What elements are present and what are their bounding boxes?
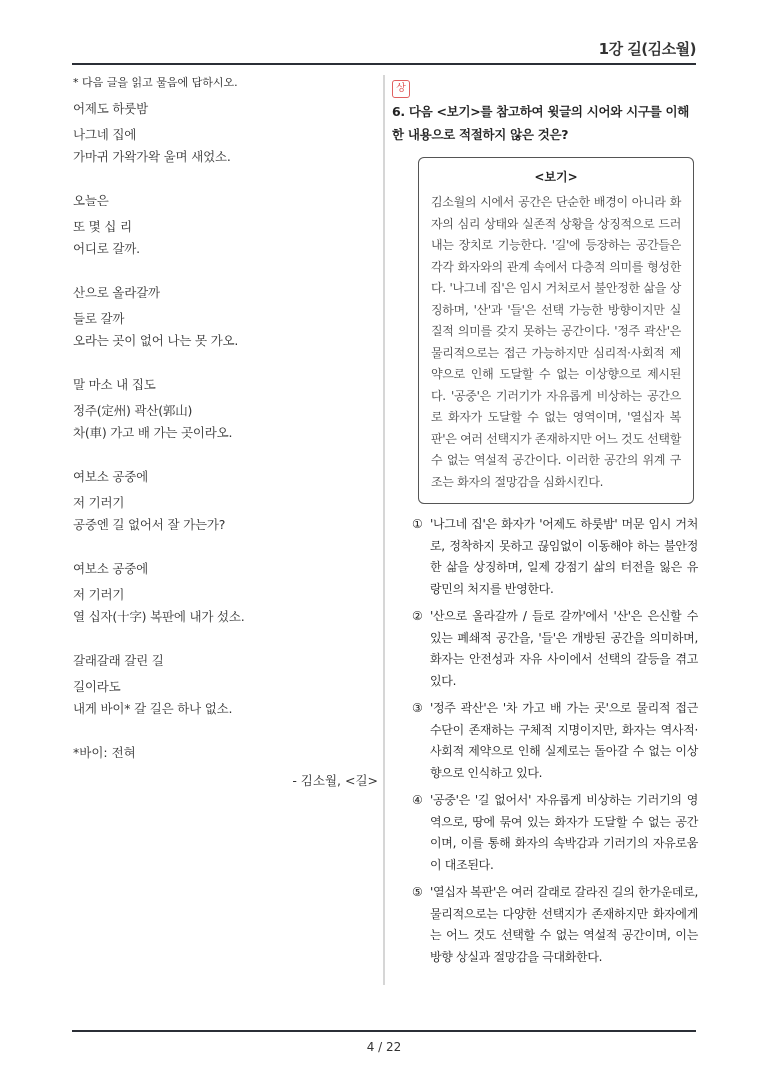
choice-number: ① bbox=[412, 517, 423, 531]
poem-line: 말 마소 내 집도 bbox=[73, 377, 156, 392]
choice-3[interactable] bbox=[412, 698, 698, 784]
choice-5[interactable] bbox=[412, 882, 698, 968]
poem-line: 차(車) 가고 배 가는 곳이라오. bbox=[73, 425, 233, 440]
answer-choices bbox=[412, 514, 698, 968]
footer-rule bbox=[72, 1030, 696, 1032]
stanza-gap bbox=[73, 536, 378, 558]
difficulty-badge: 상 bbox=[392, 80, 410, 98]
stanza-gap bbox=[73, 352, 378, 374]
choice-4[interactable] bbox=[412, 790, 698, 876]
instruction: * 다음 글을 읽고 물음에 답하시오. bbox=[73, 76, 238, 89]
poem bbox=[73, 98, 378, 720]
choice-number: ③ bbox=[412, 701, 423, 715]
choice-number: ④ bbox=[412, 793, 423, 807]
poem-line: 공중엔 길 없어서 잘 가는가? bbox=[73, 517, 226, 532]
column-divider bbox=[383, 75, 385, 985]
choice-text: '산으로 올라갈까 / 들로 갈까'에서 '산'은 은신할 수 있는 폐쇄적 공간을, '들'은 개방된 공간을 의미하며, 화자는 안전성과 자유 사이에서 선택의 갈등을 겪고 있다. bbox=[430, 609, 698, 688]
poem-line: 가마귀 가왁가왁 울며 새었소. bbox=[73, 149, 231, 164]
poem-line: 산으로 올라갈까 bbox=[73, 285, 160, 300]
poem-line: 저 기러기 bbox=[73, 495, 125, 510]
question-stem: 6. 다음 <보기>를 참고하여 윗글의 시어와 시구를 이해한 내용으로 적절하지 않은 것은? bbox=[392, 104, 690, 142]
attribution: - 김소월, <길> bbox=[292, 773, 378, 788]
choice-text: '나그네 집'은 화자가 '어제도 하룻밤' 머문 임시 거처로, 정착하지 못하고 끊임없이 이동해야 하는 불안정한 삶을 상징하며, 일제 강점기 삶의 터전을 잃은 유랑민의 처지를 반영한다. bbox=[430, 517, 698, 596]
poem-line: 저 기러기 bbox=[73, 587, 125, 602]
bogi-title: <보기> bbox=[534, 170, 578, 184]
stanza-gap bbox=[73, 628, 378, 650]
footnote: *바이: 전혀 bbox=[73, 745, 136, 760]
poem-line: 어디로 갈까. bbox=[73, 241, 140, 256]
poem-line: 어제도 하룻밤 bbox=[73, 101, 149, 116]
page-number: 4 / 22 bbox=[366, 1040, 402, 1054]
stanza-gap bbox=[73, 168, 378, 190]
poem-line: 여보소 공중에 bbox=[73, 469, 149, 484]
bogi-box bbox=[418, 157, 694, 504]
poem-line: 또 몇 십 리 bbox=[73, 219, 132, 234]
choice-text: '정주 곽산'은 '차 가고 배 가는 곳'으로 물리적 접근 수단이 존재하는 구체적 지명이지만, 화자는 역사적·사회적 제약으로 인해 실제로는 돌아갈 수 없는 이상향으로 인식하고 있다. bbox=[430, 701, 698, 780]
poem-line: 갈래갈래 갈린 길 bbox=[73, 653, 164, 668]
question-column bbox=[392, 76, 698, 974]
poem-line: 나그네 집에 bbox=[73, 127, 137, 142]
poem-column bbox=[73, 74, 378, 792]
poem-line: 길이라도 bbox=[73, 679, 121, 694]
stanza-gap bbox=[73, 444, 378, 466]
stanza-gap bbox=[73, 260, 378, 282]
choice-number: ② bbox=[412, 609, 423, 623]
poem-line: 정주(定州) 곽산(郭山) bbox=[73, 403, 193, 418]
poem-line: 오라는 곳이 없어 나는 못 가오. bbox=[73, 333, 239, 348]
poem-line: 들로 갈까 bbox=[73, 311, 125, 326]
choice-number: ⑤ bbox=[412, 885, 423, 899]
page-header-title: 1강 길(김소월) bbox=[598, 40, 696, 58]
choice-2[interactable] bbox=[412, 606, 698, 692]
choice-text: '공중'은 '길 없어서' 자유롭게 비상하는 기러기의 영역으로, 땅에 묶여 있는 화자가 도달할 수 없는 공간이며, 이를 통해 화자의 속박감과 기러기의 자유로움이 대조된다. bbox=[430, 793, 698, 872]
poem-line: 내게 바이* 갈 길은 하나 없소. bbox=[73, 701, 233, 716]
header-rule bbox=[72, 63, 696, 65]
choice-text: '열십자 복판'은 여러 갈래로 갈라진 길의 한가운데로, 물리적으로는 다양한 선택지가 존재하지만 화자에게는 어느 것도 선택할 수 없는 역설적 공간이며, 이는 방향 상실과 절망감을 극대화한다. bbox=[430, 885, 698, 964]
choice-1[interactable] bbox=[412, 514, 698, 600]
poem-line: 여보소 공중에 bbox=[73, 561, 149, 576]
poem-line: 열 십자(十字) 복판에 내가 섰소. bbox=[73, 609, 245, 624]
bogi-body: 김소월의 시에서 공간은 단순한 배경이 아니라 화자의 심리 상태와 실존적 상황을 상징적으로 드러내는 장치로 기능한다. '길'에 등장하는 공간들은 각각 화자와의 관계 속에서 다층적 의미를 형성한다. '나그네 집'은 임시 거처로서 불안정한 삶을 상징하며, '산'과 '들'은 선택 가능한 방향이지만 실질적 의미를 갖지 못하는 공간이다. '정주 곽산'은 물리적으로는 접근 가능하지만 심리적·사회적 제약으로 인해 도달할 수 없는 이상향으로 제시된다. '공중'은 기러기가 자유롭게 비상하는 공간으로 화자가 도달할 수 없는 영역이며, '열십자 복판'은 여러 선택지가 존재하지만 어느 것도 선택할 수 없는 역설적 공간이다. 이러한 공간의 위계 구조는 화자의 절망감을 심화시킨다. bbox=[431, 195, 681, 489]
poem-line: 오늘은 bbox=[73, 193, 109, 208]
spacer bbox=[73, 720, 378, 742]
